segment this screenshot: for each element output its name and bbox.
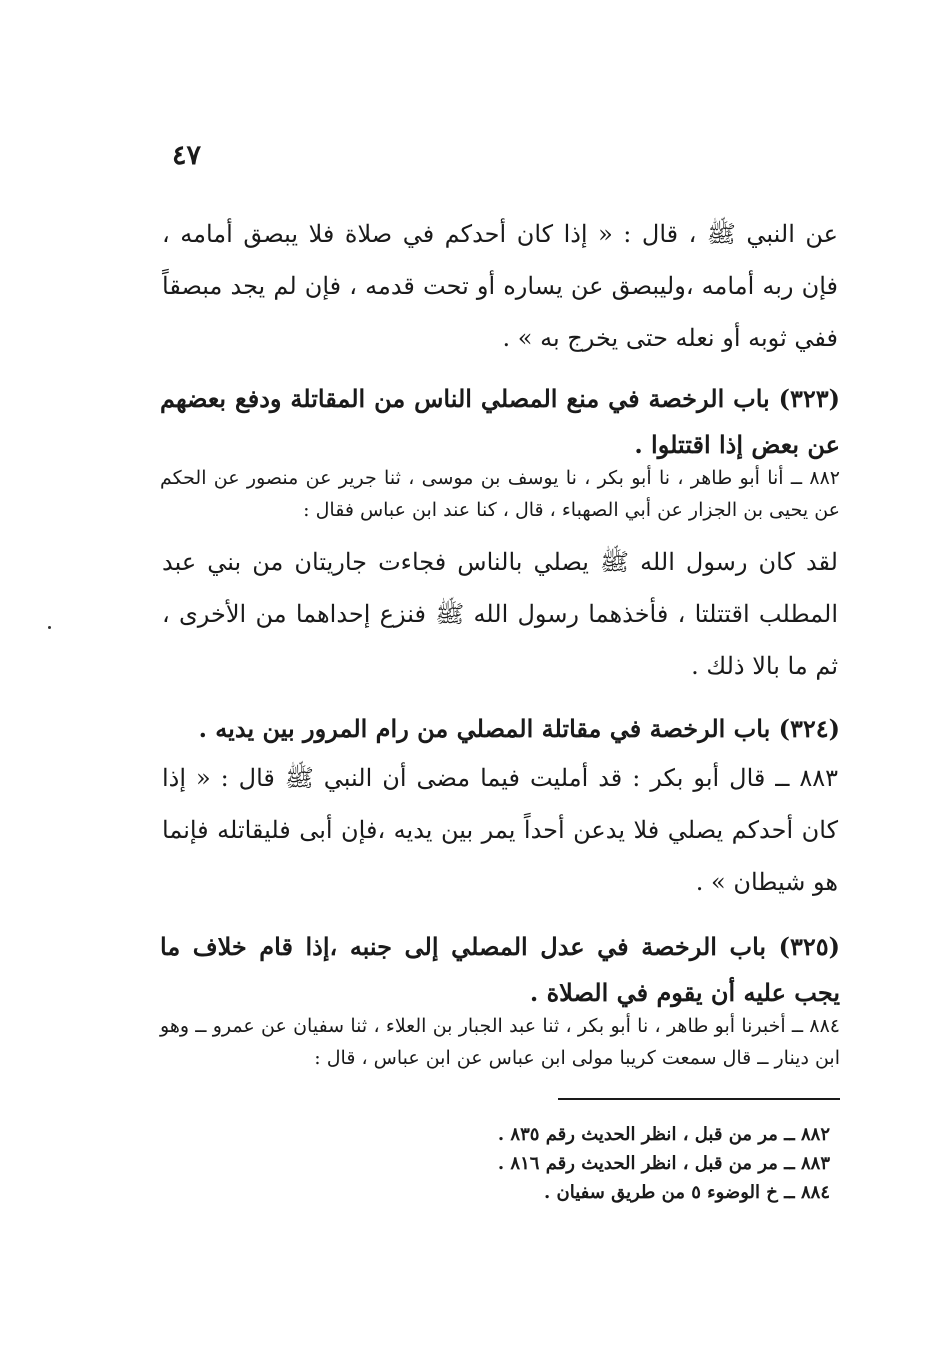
hadith-text-882: لقد كان رسول الله ﷺ يصلي بالناس فجاءت جاريتان من بني عبد المطلب اقتتلتا ، فأخذهما رسول الله ﷺ فنزع إحداهما من الأخرى ، ثم ما بالا ذلك .: [162, 548, 838, 680]
hadith-text-883: ٨٨٣ ــ قال أبو بكر : قد أمليت فيما مضى أن النبي ﷺ قال : « إذا كان أحدكم يصلي فلا يدعن أحداً يمر بين يديه ،فإن أبى فليقاتله فإنما هو شيطان » .: [162, 764, 838, 896]
isnad-884: ٨٨٤ ــ أخبرنا أبو طاهر ، نا أبو بكر ، ثنا عبد الجبار بن العلاء ، ثنا سفيان عن عمرو ــ وهو ابن دينار ــ قال سمعت كريبا مولى ابن عباس عن ابن عباس ، قال :: [160, 1015, 840, 1069]
scan-speck: [48, 626, 51, 629]
chapter-heading-325: (٣٢٥) باب الرخصة في عدل المصلي إلى جنبه ،إذا قام خلاف ما يجب عليه أن يقوم في الصلاة .: [160, 932, 840, 1007]
chapter-heading-323: (٣٢٣) باب الرخصة في منع المصلي الناس من المقاتلة ودفع بعضهم عن بعض إذا اقتتلوا .: [160, 384, 840, 459]
page-number: ٤٧: [172, 140, 202, 171]
hadith-text: عن النبي ﷺ ، قال : « إذا كان أحدكم في صلاة فلا يبصق أمامه ، فإن ربه أمامه ،وليبصق عن يساره أو تحت قدمه ، فإن لم يجد مبصقاً ففي ثوبه أو نعله حتى يخرج به » .: [162, 220, 838, 352]
footnotes: [400, 1120, 830, 1207]
footnote-882: ٨٨٢ ــ مر من قبل ، انظر الحديث رقم ٨٣٥ .: [497, 1124, 830, 1145]
chapter-heading-324: (٣٢٤) باب الرخصة في مقاتلة المصلي من رام المرور بين يديه .: [198, 714, 840, 743]
footnote-883: ٨٨٣ ــ مر من قبل ، انظر الحديث رقم ٨١٦ .: [497, 1153, 830, 1174]
footnote-884: ٨٨٤ ــ خ الوضوء ٥ من طريق سفيان .: [543, 1182, 830, 1203]
isnad-882: ٨٨٢ ــ أنا أبو طاهر ، نا أبو بكر ، نا يوسف بن موسى ، ثنا جرير عن منصور عن الحكم عن يحيى بن الجزار عن أبي الصهباء ، قال ، كنا عند ابن عباس فقال :: [160, 467, 840, 521]
footnote-divider: [558, 1098, 840, 1100]
